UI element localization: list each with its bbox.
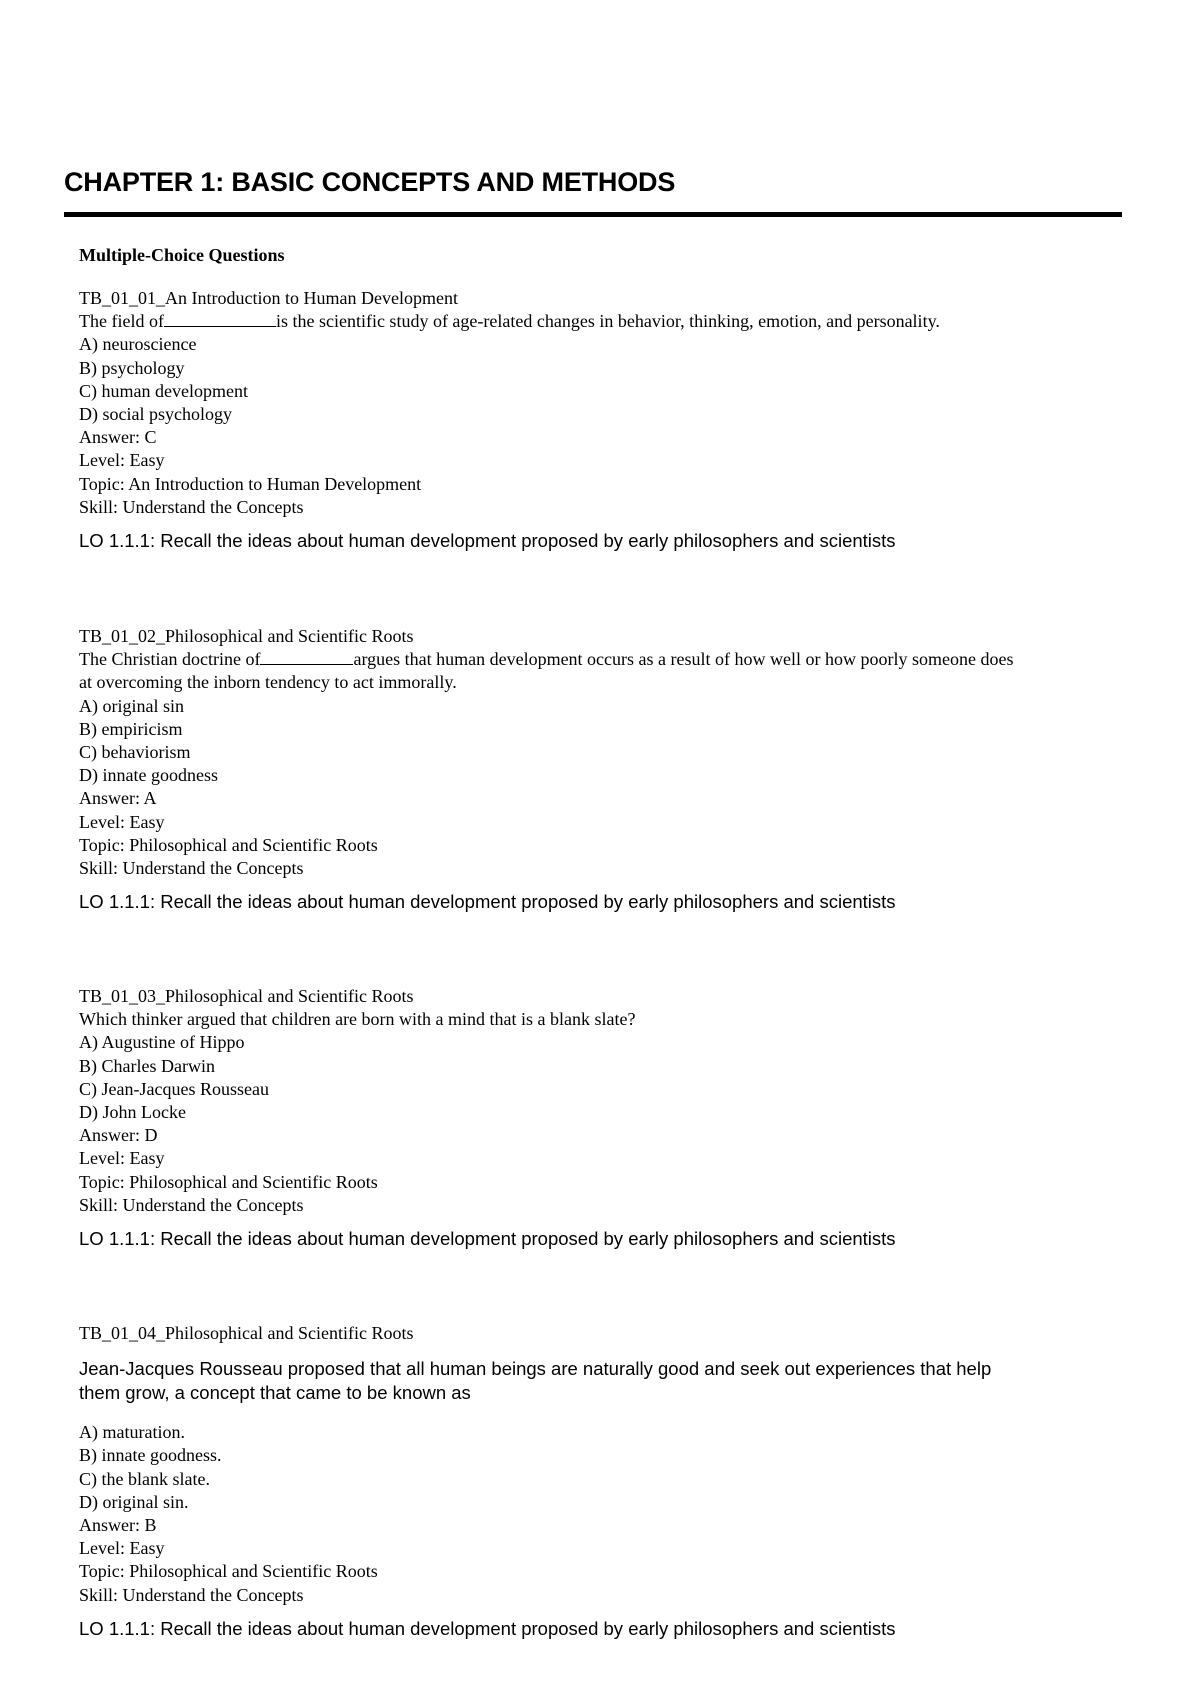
question-1 (79, 287, 1119, 553)
choice-d: D) social psychology (79, 404, 232, 425)
choice-d: D) innate goodness (79, 765, 218, 786)
skill: Skill: Understand the Concepts (79, 858, 304, 879)
topic: Topic: Philosophical and Scientific Roots (79, 834, 378, 855)
question-stem (79, 1357, 1079, 1405)
stem-before-blank: The Christian doctrine of (79, 649, 261, 670)
question-3 (79, 985, 1119, 1251)
skill: Skill: Understand the Concepts (79, 1584, 304, 1605)
choice-c: C) human development (79, 380, 248, 401)
fill-in-blank (260, 648, 353, 665)
chapter-title: CHAPTER 1: BASIC CONCEPTS AND METHODS (64, 167, 676, 197)
choice-a: A) neuroscience (79, 334, 197, 355)
topic: Topic: Philosophical and Scientific Roots (79, 1171, 378, 1192)
question-id: TB_01_02_Philosophical and Scientific Roots (79, 626, 414, 646)
choice-a: A) maturation. (79, 1422, 185, 1443)
question-id: TB_01_03_Philosophical and Scientific Roots (79, 986, 414, 1006)
question-id: TB_01_04_Philosophical and Scientific Roots (79, 1323, 414, 1343)
learning-objective: LO 1.1.1: Recall the ideas about human development proposed by early philosophers and scientists (79, 530, 896, 552)
question-stem (79, 648, 1119, 671)
fill-in-blank (164, 310, 276, 327)
question-stem-line: Jean-Jacques Rousseau proposed that all human beings are naturally good and seek out experiences that help (79, 1358, 992, 1380)
learning-objective: LO 1.1.1: Recall the ideas about human development proposed by early philosophers and scientists (79, 891, 896, 913)
choice-c: C) Jean-Jacques Rousseau (79, 1078, 269, 1099)
question-stem-line: them grow, a concept that came to be known as (79, 1382, 471, 1404)
skill: Skill: Understand the Concepts (79, 1194, 304, 1215)
section-heading: Multiple-Choice Questions (79, 245, 285, 265)
question-stem-continued: at overcoming the inborn tendency to act immorally. (79, 672, 457, 693)
question-stem: Which thinker argued that children are born with a mind that is a blank slate? (79, 1009, 636, 1030)
topic: Topic: Philosophical and Scientific Roots (79, 1561, 378, 1582)
answer: Answer: C (79, 427, 157, 448)
level: Level: Easy (79, 811, 165, 832)
choice-b: B) empiricism (79, 718, 183, 739)
choice-d: D) John Locke (79, 1102, 186, 1123)
question-2 (79, 625, 1119, 914)
choice-b: B) Charles Darwin (79, 1055, 215, 1076)
stem-before-blank: The field of (79, 311, 164, 332)
choice-d: D) original sin. (79, 1491, 189, 1512)
choice-b: B) innate goodness. (79, 1445, 222, 1466)
choice-b: B) psychology (79, 357, 185, 378)
learning-objective: LO 1.1.1: Recall the ideas about human development proposed by early philosophers and scientists (79, 1617, 896, 1639)
choice-c: C) the blank slate. (79, 1468, 210, 1489)
question-stem (79, 310, 1119, 333)
choice-c: C) behaviorism (79, 742, 191, 763)
choice-a: A) original sin (79, 695, 184, 716)
choice-a: A) Augustine of Hippo (79, 1032, 245, 1053)
topic: Topic: An Introduction to Human Development (79, 473, 422, 494)
title-rule (64, 212, 1122, 217)
level: Level: Easy (79, 450, 165, 471)
learning-objective: LO 1.1.1: Recall the ideas about human development proposed by early philosophers and scientists (79, 1228, 896, 1250)
answer: Answer: A (79, 788, 157, 809)
answer: Answer: B (79, 1515, 157, 1536)
stem-after-blank: is the scientific study of age-related changes in behavior, thinking, emotion, and personality. (275, 311, 940, 332)
level: Level: Easy (79, 1148, 165, 1169)
question-4 (79, 1322, 1119, 1641)
stem-after-blank: argues that human development occurs as a result of how well or how poorly someone does (353, 649, 1014, 670)
answer: Answer: D (79, 1125, 158, 1146)
level: Level: Easy (79, 1538, 165, 1559)
question-id: TB_01_01_An Introduction to Human Development (79, 288, 458, 308)
skill: Skill: Understand the Concepts (79, 496, 304, 517)
